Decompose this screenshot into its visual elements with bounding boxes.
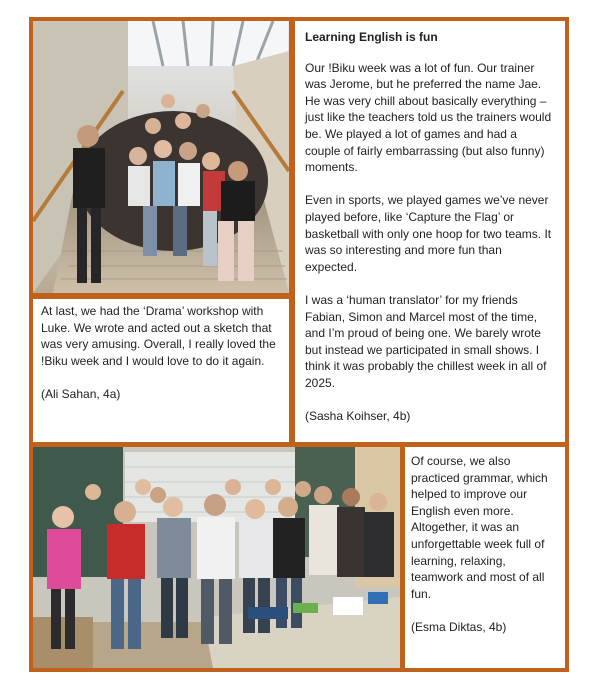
article-title: Learning English is fun [305, 30, 438, 44]
classroom-photo-image [33, 447, 400, 668]
article-bottom-paragraph-1: Of course, we also practiced grammar, which helped to improve our English even more. Altogether, it was an unforgettable week full of learning, relaxing, teamwork and most of all fun. [411, 454, 548, 601]
article-right-paragraph-2: Even in sports, we played games we’ve never played before, like ‘Capture the Flag’ or basketball with only one hoop for two teams. It was so interesting and more fun than expected. [305, 193, 552, 274]
article-left-paragraph-1: At last, we had the ‘Drama’ workshop with Luke. We wrote and acted out a sketch that was very amusing. Overall, I really loved the !Biku week and I would love to do it again. [41, 304, 276, 368]
article-right-paragraph-1: Our !Biku week was a lot of fun. Our trainer was Jerome, but he preferred the name Jae. He was very chill about basically everything – just like the teachers told us the trainers would be. We played a lot of games and had a couple of fairly embarrassing (but also funny) moments. [305, 60, 552, 175]
article-bottom-signature: (Esma Diktas, 4b) [411, 619, 507, 634]
article-left [33, 299, 289, 442]
stairs-group-photo [33, 21, 289, 293]
article-left-signature: (Ali Sahan, 4a) [41, 386, 121, 401]
stairs-photo-image [33, 21, 289, 293]
classroom-group-photo [33, 447, 400, 668]
photo-cell-classroom [33, 447, 400, 668]
article-bottom [405, 447, 565, 668]
photo-cell-stairs [33, 21, 289, 293]
article-right [295, 21, 565, 442]
article-right-signature: (Sasha Koihser, 4b) [305, 409, 411, 424]
article-right-paragraph-3: I was a ‘human translator’ for my friends Fabian, Simon and Marcel most of the time, and I’m proud of being one. We barely wrote but instead we participated in small shows. I think it was probably the chillest week in all of 2025. [305, 292, 547, 390]
